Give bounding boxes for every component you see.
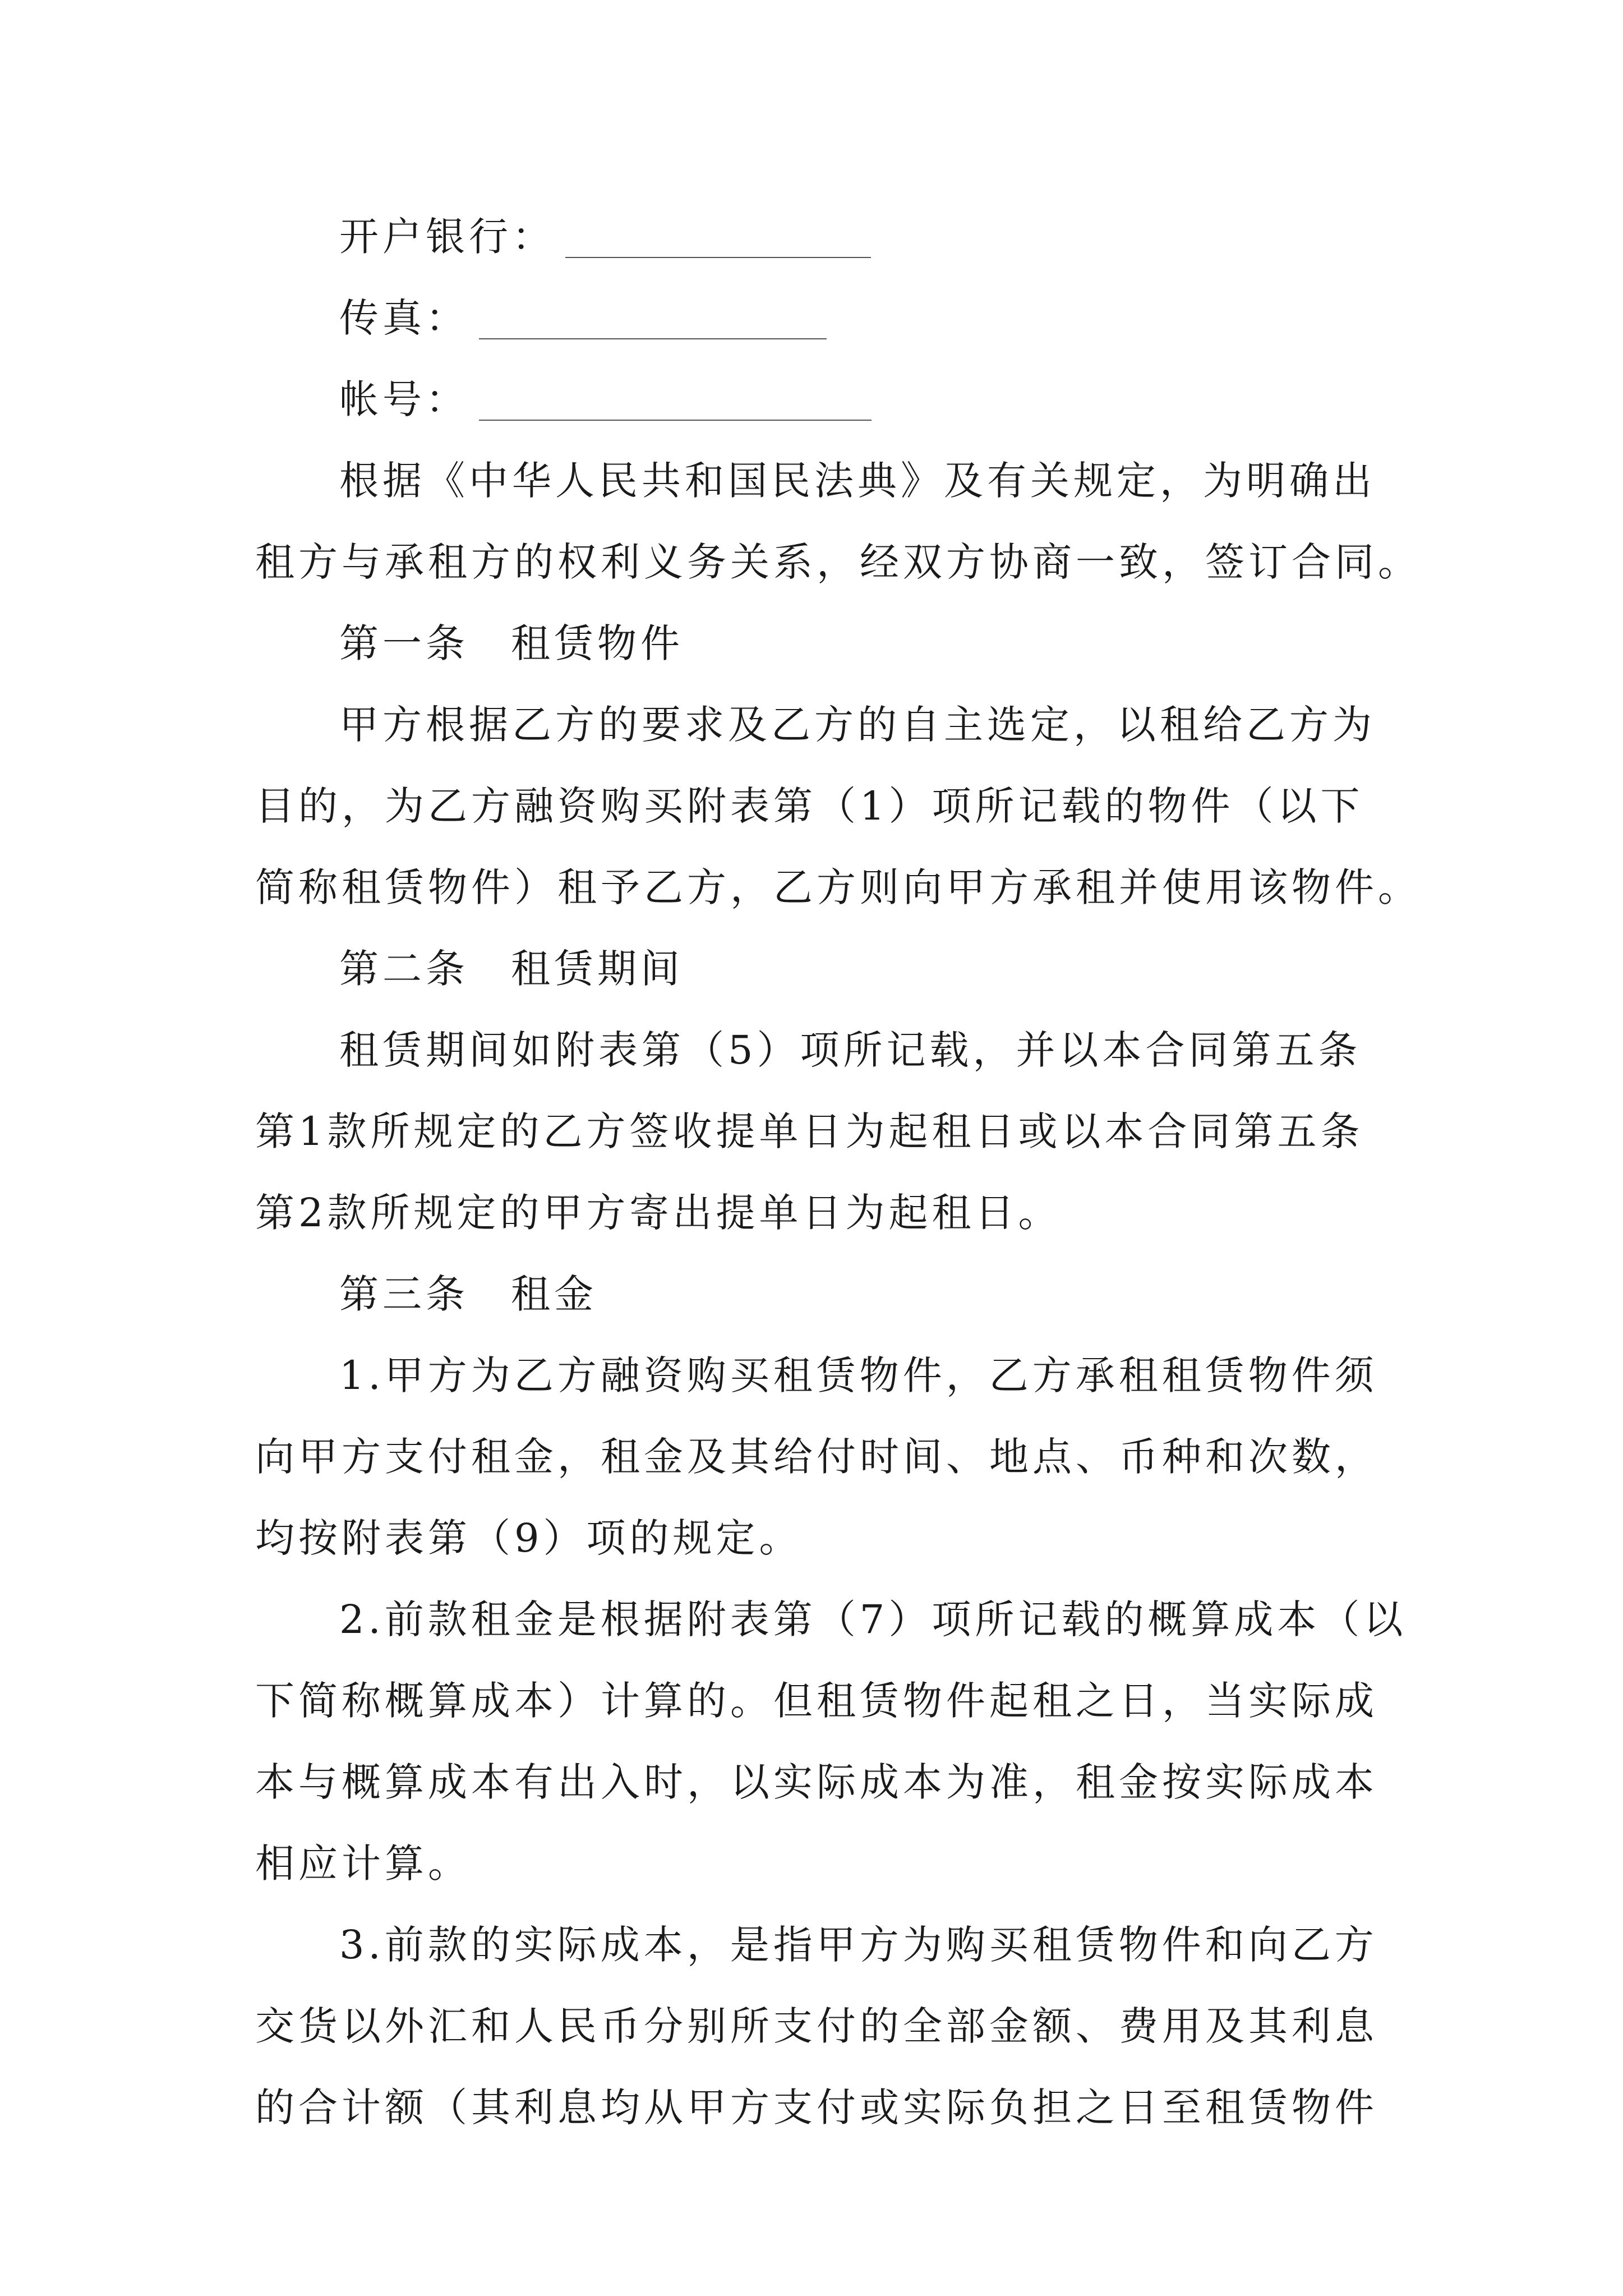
article-1-title: 租赁物件 [511,620,684,666]
clause-2-line: 下简称概算成本）计算的。但租赁物件起租之日，当实际成 [255,1678,1378,1724]
account-field [255,359,1388,440]
article-3-number: 第三条 [339,1271,469,1317]
clause-2-line: 相应计算。 [255,1841,471,1887]
article-1-heading [255,603,1388,684]
bank-label: 开户银行： [339,214,555,260]
article-2-title: 租赁期间 [511,946,684,992]
clause-2-line: 2.前款租金是根据附表第（7）项所记载的概算成本（以 [339,1596,1407,1642]
preamble-line: 租方与承租方的权利义务关系，经双方协商一致，签订合同。 [255,539,1421,585]
article-1-line: 目的，为乙方融资购买附表第（1）项所记载的物件（以下 [255,783,1364,829]
account-blank-line [479,359,872,421]
article-2-line: 第1款所规定的乙方签收提单日为起租日或以本合同第五条 [255,1108,1364,1154]
fax-label: 传真： [339,295,469,341]
article-1-number: 第一条 [339,620,469,666]
clause-3-line: 3.前款的实际成本，是指甲方为购买租赁物件和向乙方 [339,1922,1378,1968]
clause-2-line: 本与概算成本有出入时，以实际成本为准，租金按实际成本 [255,1759,1378,1805]
article-3-title: 租金 [511,1271,597,1317]
bank-blank-line [565,196,871,258]
fax-blank-line [479,278,827,339]
clause-1-line: 向甲方支付租金，租金及其给付时间、地点、币种和次数， [255,1434,1378,1480]
article-3-heading [255,1254,1388,1335]
article-2-line: 租赁期间如附表第（5）项所记载，并以本合同第五条 [339,1027,1362,1073]
clause-3-line: 交货以外汇和人民币分别所支付的全部金额、费用及其利息 [255,2003,1378,2049]
bank-field [255,196,1388,278]
account-label: 帐号： [339,376,469,422]
article-2-heading [255,928,1388,1010]
clause-1-line: 1.甲方为乙方融资购买租赁物件，乙方承租租赁物件须 [339,1352,1378,1398]
article-2-line: 第2款所规定的甲方寄出提单日为起租日。 [255,1190,1062,1236]
clause-1-line: 均按附表第（9）项的规定。 [255,1515,803,1561]
clause-3-line: 的合计额（其利息均从甲方支付或实际负担之日至租赁物件 [255,2085,1378,2131]
fax-field [255,278,1388,359]
article-1-line: 简称租赁物件）租予乙方，乙方则向甲方承租并使用该物件。 [255,864,1421,910]
document-page [255,196,1421,2148]
article-1-line: 甲方根据乙方的要求及乙方的自主选定，以租给乙方为 [339,702,1376,748]
article-2-number: 第二条 [339,946,469,992]
preamble-line: 根据《中华人民共和国民法典》及有关规定，为明确出 [339,458,1376,504]
